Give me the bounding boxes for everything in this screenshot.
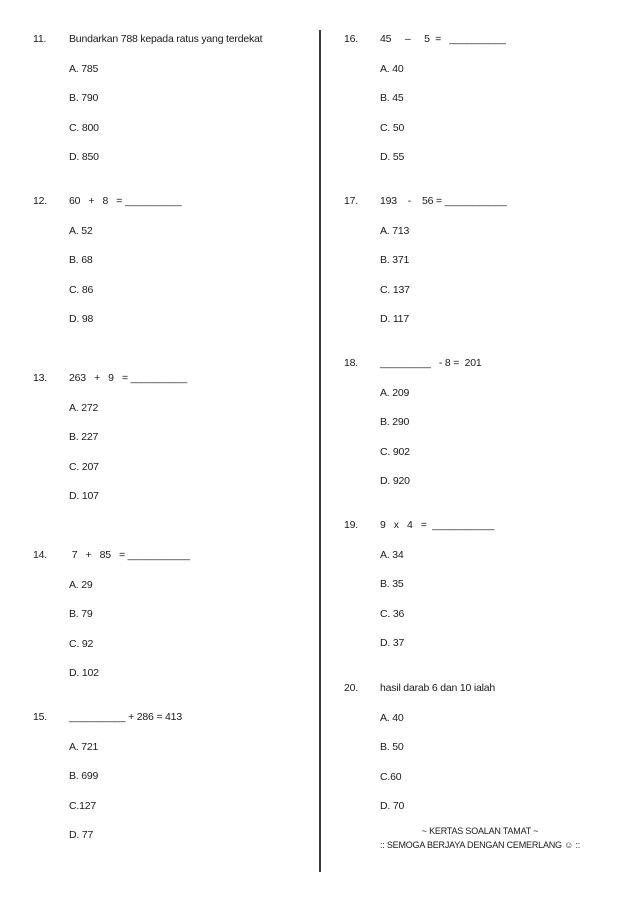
question-number: 13.	[33, 372, 47, 384]
question-number: 19.	[344, 519, 358, 531]
question-number: 20.	[344, 682, 358, 694]
question-number: 12.	[33, 195, 47, 207]
option-b: B. 371	[380, 254, 410, 266]
question-stem: 9 x 4 = ___________	[380, 519, 495, 531]
option-c: C. 92	[69, 638, 94, 650]
question-stem: 45 – 5 = __________	[380, 33, 506, 45]
option-d: D. 70	[380, 800, 405, 812]
option-c: C.127	[69, 800, 97, 812]
option-c: C. 137	[380, 284, 410, 296]
option-b: B. 35	[380, 578, 404, 590]
option-a: A. 40	[380, 63, 404, 75]
option-c: C. 902	[380, 446, 410, 458]
option-d: D. 98	[69, 313, 94, 325]
option-d: D. 102	[69, 667, 99, 679]
option-c: C. 36	[380, 608, 405, 620]
option-a: A. 52	[69, 225, 93, 237]
option-d: D. 107	[69, 490, 99, 502]
question-number: 17.	[344, 195, 358, 207]
end-of-paper-text: ~ KERTAS SOALAN TAMAT ~	[421, 826, 539, 836]
option-c: C.60	[380, 771, 402, 783]
option-d: D. 55	[380, 151, 405, 163]
question-number: 14.	[33, 549, 47, 561]
option-d: D. 920	[380, 475, 410, 487]
option-b: B. 45	[380, 92, 404, 104]
question-number: 16.	[344, 33, 358, 45]
option-c: C. 207	[69, 461, 99, 473]
question-stem: hasil darab 6 dan 10 ialah	[380, 682, 496, 694]
question-stem: 7 + 85 = ___________	[69, 549, 190, 561]
question-stem: 193 - 56 = ___________	[380, 195, 507, 207]
option-b: B. 68	[69, 254, 93, 266]
question-stem: _________ - 8 = 201	[380, 357, 482, 369]
option-b: B. 50	[380, 741, 404, 753]
option-a: A. 272	[69, 402, 99, 414]
option-a: A. 29	[69, 579, 93, 591]
question-number: 18.	[344, 357, 358, 369]
option-c: C. 800	[69, 122, 99, 134]
question-stem: __________ + 286 = 413	[69, 711, 182, 723]
option-b: B. 227	[69, 431, 99, 443]
good-luck-text: :: SEMOGA BERJAYA DENGAN CEMERLANG ☺ ::	[379, 840, 581, 850]
option-a: A. 40	[380, 712, 404, 724]
option-b: B. 79	[69, 608, 93, 620]
option-b: B. 790	[69, 92, 99, 104]
option-a: A. 34	[380, 549, 404, 561]
option-d: D. 850	[69, 151, 99, 163]
option-a: A. 713	[380, 225, 410, 237]
question-number: 15.	[33, 711, 47, 723]
question-stem: 263 + 9 = __________	[69, 372, 187, 384]
option-d: D. 117	[380, 313, 409, 325]
option-c: C. 50	[380, 122, 405, 134]
option-c: C. 86	[69, 284, 94, 296]
question-number: 11.	[33, 33, 47, 45]
column-divider	[319, 30, 321, 872]
option-a: A. 209	[380, 387, 410, 399]
option-a: A. 721	[69, 741, 99, 753]
question-stem: 60 + 8 = __________	[69, 195, 182, 207]
question-stem: Bundarkan 788 kepada ratus yang terdekat	[69, 33, 263, 45]
option-a: A. 785	[69, 63, 99, 75]
option-b: B. 290	[380, 416, 410, 428]
option-b: B. 699	[69, 770, 99, 782]
option-d: D. 37	[380, 637, 405, 649]
option-d: D. 77	[69, 829, 94, 841]
